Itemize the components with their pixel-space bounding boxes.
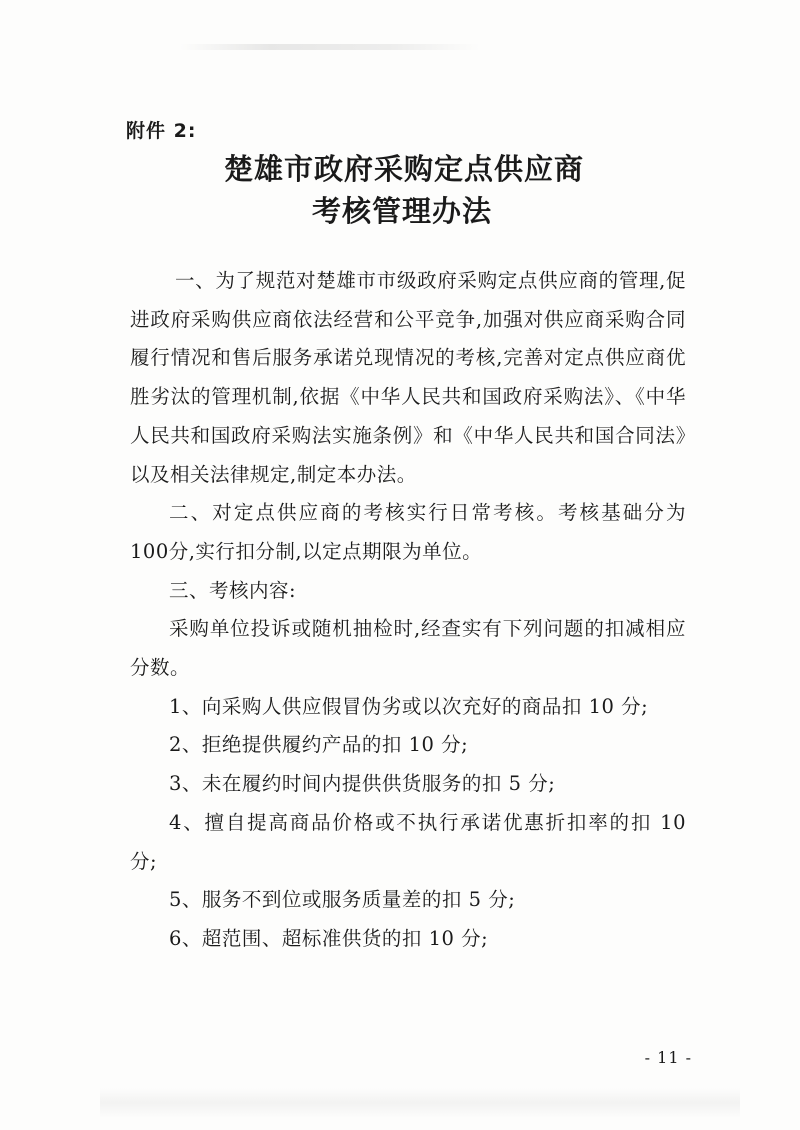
document-title-line1: 楚雄市政府采购定点供应商 (223, 152, 584, 186)
attachment-label: 附件 2: (126, 120, 197, 142)
paragraph-2: 二、对定点供应商的考核实行日常考核。考核基础分为100分,实行扣分制,以定点期限为单位。 (130, 501, 686, 563)
scan-artifact-top (180, 44, 480, 50)
paragraph-1: 一、为了规范对楚雄市市级政府采购定点供应商的管理,促进政府采购供应商依法经营和公平竞争,加强对供应商采购合同履行情况和售后服务承诺兑现情况的考核,完善对定点供应商优胜劣汰的管理机制,依据《中华人民共和国政府采购法》、《中华人民共和国政府采购法实施条例》和《中华人民共和国合同法》以及相关法律规定,制定本办法。 (130, 269, 686, 486)
document-title-line2: 考核管理办法 (311, 194, 492, 228)
page-number: - 11 - (644, 1048, 692, 1067)
document-body (130, 262, 686, 959)
list-item-1: 1、向采购人供应假冒伪劣或以次充好的商品扣 10 分; (169, 694, 649, 718)
scan-artifact-bottom (100, 1088, 740, 1118)
list-item-3: 3、未在履约时间内提供供货服务的扣 5 分; (169, 772, 556, 796)
list-item-2: 2、拒绝提供履约产品的扣 10 分; (169, 733, 469, 757)
list-item-5: 5、服务不到位或服务质量差的扣 5 分; (169, 888, 516, 912)
paragraph-4: 采购单位投诉或随机抽检时,经查实有下列问题的扣减相应分数。 (130, 617, 686, 680)
list-item-4: 4、擅自提高商品价格或不执行承诺优惠折扣率的扣 10 分; (130, 810, 686, 873)
paragraph-3: 三、考核内容: (169, 578, 297, 602)
list-item-6: 6、超范围、超标准供货的扣 10 分; (169, 926, 489, 950)
